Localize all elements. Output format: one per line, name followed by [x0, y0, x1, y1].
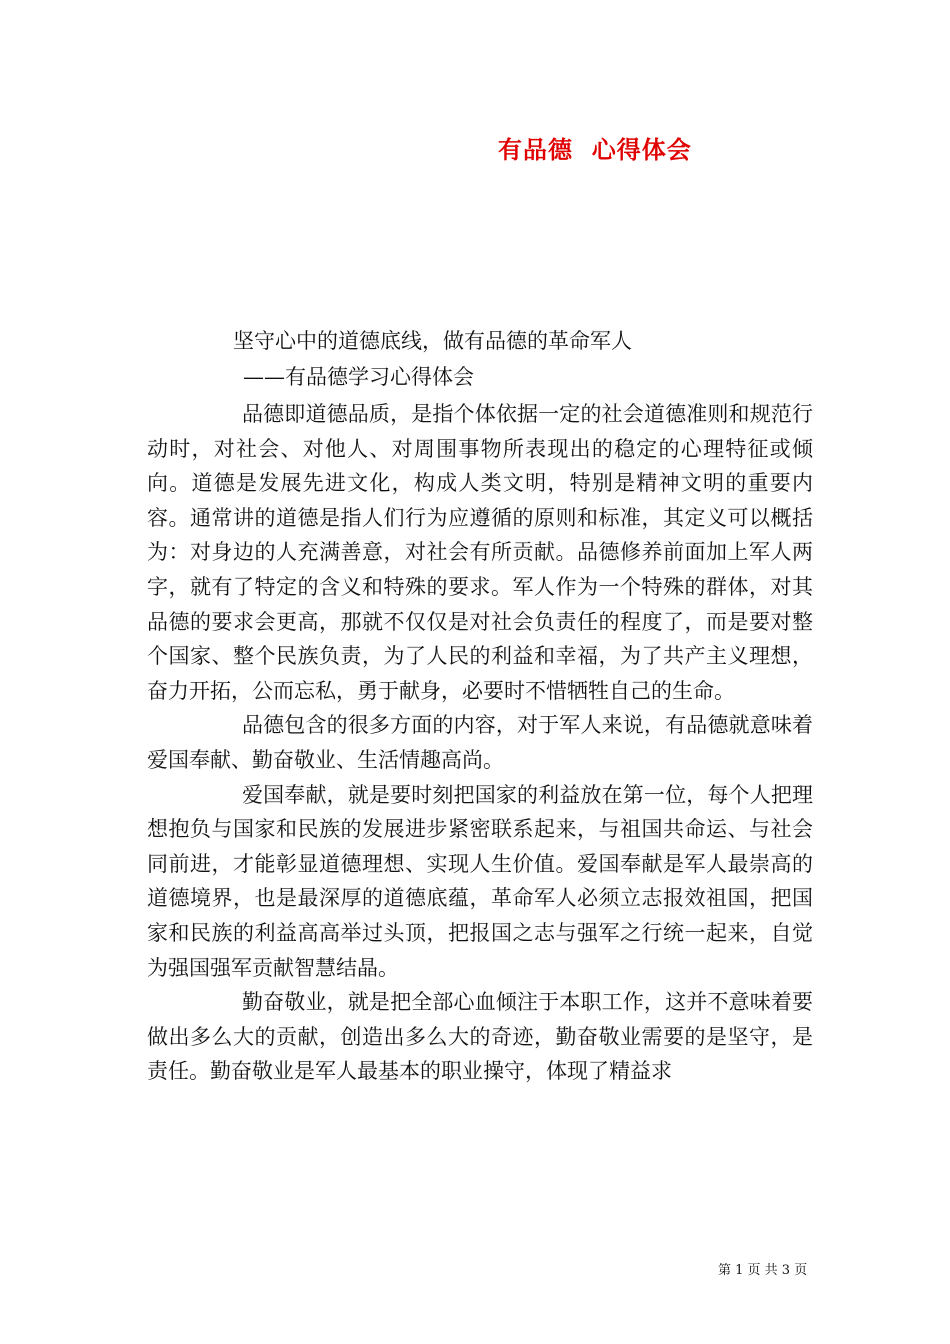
paragraph: 勤奋敬业，就是把全部心血倾注于本职工作，这并不意味着要做出多么大的贡献，创造出多么大的奇迹，勤奋敬业需要的是坚守，是责任。勤奋敬业是军人最基本的职业操守，体现了精益求 [147, 990, 813, 1084]
page-footer: 第 1 页 共 3 页 [718, 1263, 808, 1278]
article-subheading: ——有品德学习心得体会 [243, 365, 474, 389]
page-title: 有品德 心得体会 [498, 135, 692, 164]
paragraph: 品德即道德品质，是指个体依据一定的社会道德准则和规范行动时，对社会、对他人、对周围事物所表现出的稳定的心理特征或倾向。道德是发展先进文化，构成人类文明，特别是精神文明的重要内容。通常讲的道德是指人们行为应遵循的原则和标准，其定义可以概括为：对身边的人充满善意，对社会有所贡献。品德修养前面加上军人两字，就有了特定的含义和特殊的要求。军人作为一个特殊的群体，对其品德的要求会更高，那就不仅仅是对社会负责任的程度了，而是要对整个国家、整个民族负责，为了人民的利益和幸福，为了共产主义理想，奋力开拓，公而忘私，勇于献身，必要时不惜牺牲自己的生命。 [147, 402, 813, 703]
paragraph: 品德包含的很多方面的内容，对于军人来说，有品德就意味着爱国奉献、勤奋敬业、生活情趣高尚。 [147, 713, 813, 772]
article-body [147, 397, 813, 1089]
paragraph: 爱国奉献，就是要时刻把国家的利益放在第一位，每个人把理想抱负与国家和民族的发展进步紧密联系起来，与祖国共命运、与社会同前进，才能彰显道德理想、实现人生价值。爱国奉献是军人最崇高的道德境界，也是最深厚的道德底蕴，革命军人必须立志报效祖国，把国家和民族的利益高高举过头顶，把报国之志与强军之行统一起来，自觉为强国强军贡献智慧结晶。 [147, 782, 813, 980]
article-heading: 坚守心中的道德底线，做有品德的革命军人 [233, 329, 632, 353]
